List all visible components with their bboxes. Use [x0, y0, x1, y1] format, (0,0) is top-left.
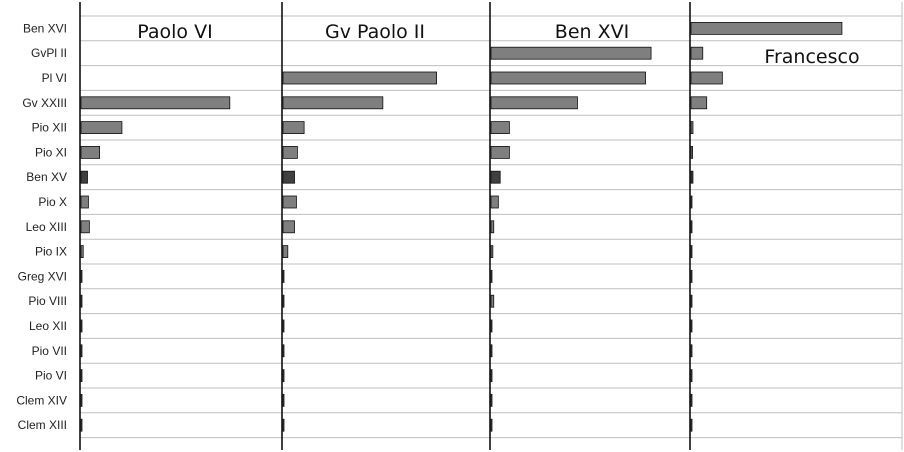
bar-ben-xvi-pl-vi: [491, 72, 646, 84]
bar-paolo-vi-clem-xiv: [81, 394, 82, 406]
bar-paolo-vi-pio-xii: [81, 122, 122, 134]
category-label-clem-xiv: Clem XIV: [16, 393, 67, 408]
bar-francesco-pio-viii: [691, 295, 692, 307]
category-label-ben-xv: Ben XV: [26, 170, 67, 185]
bar-ben-xvi-greg-xvi: [491, 270, 492, 282]
bar-gv-paolo-ii-pio-xi: [283, 146, 297, 158]
bar-paolo-vi-gv-xxiii: [81, 97, 230, 109]
bar-gv-paolo-ii-greg-xvi: [283, 270, 284, 282]
bar-gv-paolo-ii-gv-xxiii: [283, 97, 383, 109]
bar-ben-xvi-clem-xiv: [491, 394, 492, 406]
bar-gv-paolo-ii-pio-ix: [283, 246, 288, 258]
bar-francesco-ben-xvi: [691, 22, 842, 34]
bar-gv-paolo-ii-ben-xv: [283, 171, 295, 183]
category-label-leo-xii: Leo XII: [28, 319, 67, 333]
bar-francesco-gv-xxiii: [691, 97, 707, 109]
bar-ben-xvi-pio-vi: [491, 370, 492, 382]
bar-paolo-vi-pio-xi: [81, 146, 100, 158]
category-label-greg-xvi: Greg XVI: [17, 269, 67, 284]
bar-ben-xvi-ben-xv: [491, 171, 500, 183]
bar-francesco-pio-x: [691, 196, 692, 208]
bar-francesco-leo-xii: [691, 320, 692, 332]
bar-paolo-vi-pio-vii: [81, 345, 82, 357]
bar-paolo-vi-greg-xvi: [81, 270, 82, 282]
bar-paolo-vi-ben-xv: [81, 171, 88, 183]
category-label-pio-x: Pio X: [38, 195, 67, 209]
bar-gv-paolo-ii-pio-vii: [283, 345, 284, 357]
category-label-pio-xi: Pio XI: [34, 145, 67, 160]
category-label-pio-viii: Pio VIII: [28, 294, 67, 309]
bar-ben-xvi-clem-xiii: [491, 419, 492, 431]
bar-ben-xvi-pio-xii: [491, 122, 509, 134]
bar-paolo-vi-clem-xiii: [81, 419, 82, 431]
bar-ben-xvi-pio-ix: [491, 246, 493, 258]
bar-paolo-vi-pio-vi: [81, 370, 82, 382]
category-label-gvpl-ii: GvPl II: [30, 46, 67, 61]
category-label-clem-xiii: Clem XIII: [17, 418, 67, 433]
category-labels: [16, 21, 67, 432]
bar-ben-xvi-pio-vii: [491, 345, 492, 357]
bar-francesco-pio-vii: [691, 345, 692, 357]
bar-francesco-pl-vi: [691, 72, 722, 84]
bar-francesco-leo-xiii: [691, 221, 692, 233]
category-label-pio-xii: Pio XII: [31, 120, 67, 135]
bar-gv-paolo-ii-leo-xiii: [283, 221, 295, 233]
bar-francesco-gvpl-ii: [691, 47, 703, 59]
panel-title-francesco: Francesco: [764, 46, 860, 68]
bar-ben-xvi-pio-viii: [491, 295, 494, 307]
category-label-ben-xvi: Ben XVI: [22, 21, 67, 36]
bar-gv-paolo-ii-leo-xii: [283, 320, 284, 332]
bar-francesco-pio-xi: [691, 146, 693, 158]
bar-gv-paolo-ii-clem-xiv: [283, 394, 284, 406]
bar-ben-xvi-pio-xi: [491, 146, 509, 158]
bar-francesco-ben-xv: [691, 171, 693, 183]
bar-gv-paolo-ii-pio-x: [283, 196, 296, 208]
bar-gv-paolo-ii-pl-vi: [283, 72, 437, 84]
bar-paolo-vi-leo-xiii: [81, 221, 89, 233]
bar-gv-paolo-ii-pio-vi: [283, 370, 284, 382]
bar-francesco-pio-ix: [691, 246, 692, 258]
category-label-pio-ix: Pio IX: [34, 244, 67, 259]
bar-francesco-clem-xiv: [691, 394, 692, 406]
bar-ben-xvi-leo-xiii: [491, 221, 494, 233]
category-label-pio-vii: Pio VII: [31, 343, 67, 358]
bar-paolo-vi-leo-xii: [81, 320, 82, 332]
bar-gv-paolo-ii-pio-viii: [283, 295, 284, 307]
category-label-leo-xiii: Leo XIII: [25, 219, 67, 234]
bar-gv-paolo-ii-pio-xii: [283, 122, 304, 134]
bar-paolo-vi-pio-ix: [81, 246, 83, 258]
bar-francesco-pio-xii: [691, 122, 693, 134]
panel-title-gv-paolo-ii: Gv Paolo II: [324, 21, 426, 43]
bar-ben-xvi-gvpl-ii: [491, 47, 651, 59]
bar-ben-xvi-gv-xxiii: [491, 97, 577, 109]
bar-ben-xvi-pio-x: [491, 196, 498, 208]
bar-gv-paolo-ii-clem-xiii: [283, 419, 284, 431]
category-label-pio-vi: Pio VI: [34, 368, 67, 383]
category-label-pl-vi: Pl VI: [41, 71, 67, 85]
panel-title-ben-xvi: Ben XVI: [554, 21, 630, 43]
bar-francesco-clem-xiii: [691, 419, 692, 431]
bar-paolo-vi-pio-viii: [81, 295, 82, 307]
bar-ben-xvi-leo-xii: [491, 320, 492, 332]
bar-paolo-vi-pio-x: [81, 196, 88, 208]
bar-francesco-pio-vi: [691, 370, 692, 382]
bars: [81, 22, 842, 431]
panel-title-paolo-vi: Paolo VI: [137, 21, 213, 43]
category-label-gv-xxiii: Gv XXIII: [22, 95, 67, 110]
bar-francesco-greg-xvi: [691, 270, 692, 282]
